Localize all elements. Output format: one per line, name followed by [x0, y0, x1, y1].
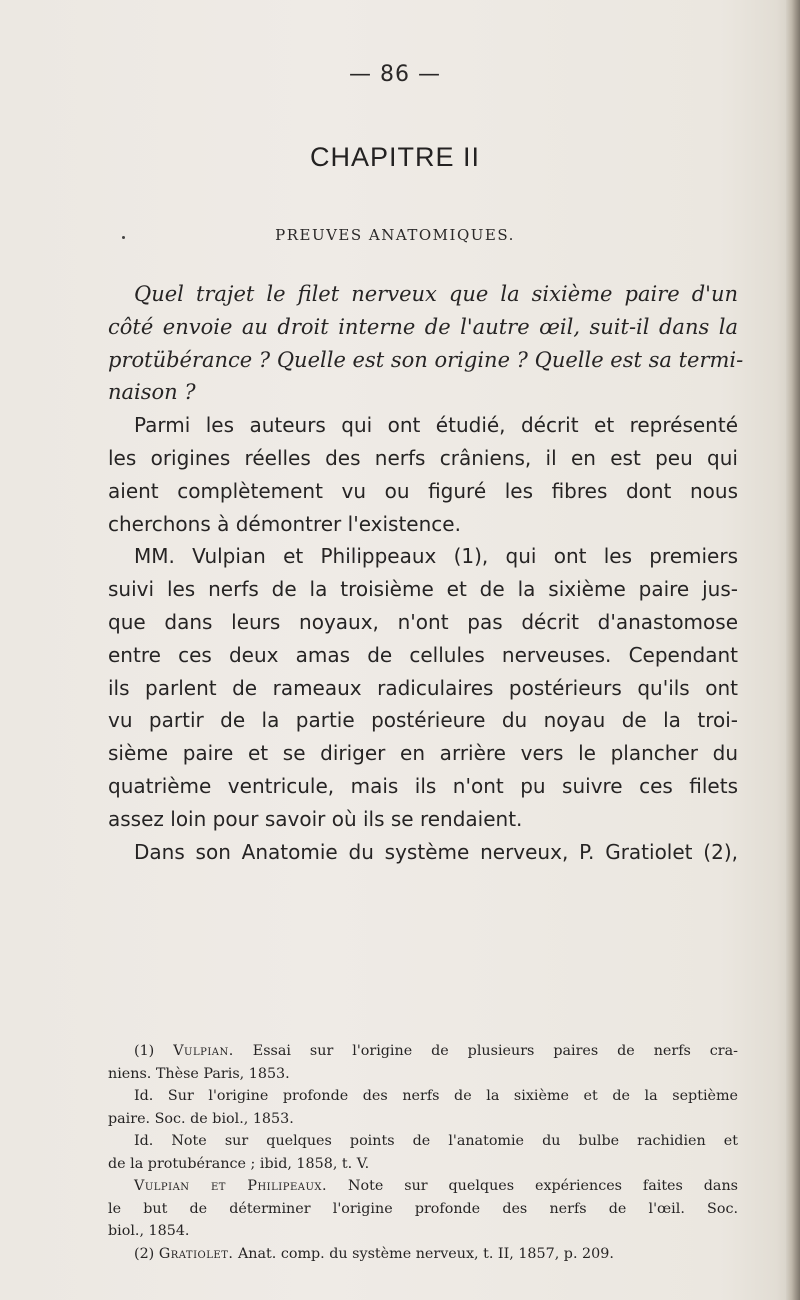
page-edge	[786, 0, 800, 1300]
question-line: Quel trajet le filet nerveux que la sixième paire d'un	[134, 282, 738, 306]
footnote-author: Vulpian.	[173, 1043, 234, 1059]
footnote-line: de la protubérance ; ibid, 1858, t. V.	[108, 1155, 370, 1172]
paragraph-line: aient complètement vu ou figuré les fibres dont nous	[108, 478, 738, 503]
footnote-line: le but de déterminer l'origine profonde des nerfs de l'œil. Soc.	[108, 1200, 738, 1217]
paragraph-line: Parmi les auteurs qui ont étudié, décrit et représenté	[134, 413, 738, 438]
question-line: naison ?	[108, 380, 196, 405]
paragraph-line: Dans son Anatomie du système nerveux, P. Gratiolet (2),	[134, 839, 738, 864]
footnote-line	[108, 1243, 738, 1266]
question-line: protübérance ? Quelle est son origine ? Quelle est sa termi-	[108, 347, 744, 372]
paragraph-line: sième paire et se diriger en arrière vers le plancher du	[108, 741, 738, 766]
main-text	[108, 278, 744, 868]
paragraph-line: MM. Vulpian et Philippeaux (1), qui ont les premiers	[134, 544, 738, 569]
paragraph-line: que dans leurs noyaux, n'ont pas décrit d'anastomose	[108, 609, 738, 634]
footnote-marker: (2)	[134, 1245, 155, 1262]
footnote-text: Note sur quelques expériences faites dans	[327, 1178, 738, 1194]
paragraph-line: assez loin pour savoir où ils se rendaient.	[108, 806, 523, 831]
paragraph-line: les origines réelles des nerfs crâniens, il en est peu qui	[108, 445, 738, 470]
footnote-line: biol., 1854.	[108, 1223, 190, 1239]
chapter-title: CHAPITRE II	[309, 142, 481, 172]
footnote-text: Essai sur l'origine de plusieurs paires de nerfs cra-	[233, 1043, 738, 1059]
footnote-author: Gratiolet.	[158, 1245, 234, 1262]
footnote-marker: (1)	[134, 1043, 155, 1059]
footnotes	[108, 1040, 738, 1265]
paragraph-line: cherchons à démontrer l'existence.	[108, 511, 461, 536]
paragraph-line: suivi les nerfs de la troisième et de la sixième paire jus-	[108, 577, 738, 602]
footnote-line: paire. Soc. de biol., 1853.	[108, 1110, 294, 1127]
footnote-line: Id. Note sur quelques points de l'anatomie du bulbe rachidien et	[134, 1133, 738, 1149]
footnote-author: Vulpian et Philipeaux.	[134, 1178, 328, 1194]
paragraph-line: vu partir de la partie postérieure du noyau de la troi-	[108, 708, 738, 733]
question-line: côté envoie au droit interne de l'autre œil, suit-il dans la	[108, 314, 738, 339]
paragraph-line: quatrième ventricule, mais ils n'ont pu suivre ces filets	[108, 773, 738, 798]
footnote-line	[108, 1175, 738, 1198]
page-number: — 86 —	[349, 62, 441, 87]
paragraph-line: entre ces deux amas de cellules nerveuses. Cependant	[108, 642, 738, 667]
paragraph-line: ils parlent de rameaux radiculaires postérieurs qu'ils ont	[108, 675, 738, 700]
footnote-text: Anat. comp. du système nerveux, t. II, 1857, p. 209.	[233, 1245, 614, 1262]
footnote-line: Id. Sur l'origine profonde des nerfs de la sixième et de la septième	[134, 1088, 738, 1104]
footnote-line	[108, 1040, 738, 1063]
footnote-line: niens. Thèse Paris, 1853.	[108, 1065, 290, 1082]
section-title: PREUVES ANATOMIQUES.	[275, 226, 515, 244]
